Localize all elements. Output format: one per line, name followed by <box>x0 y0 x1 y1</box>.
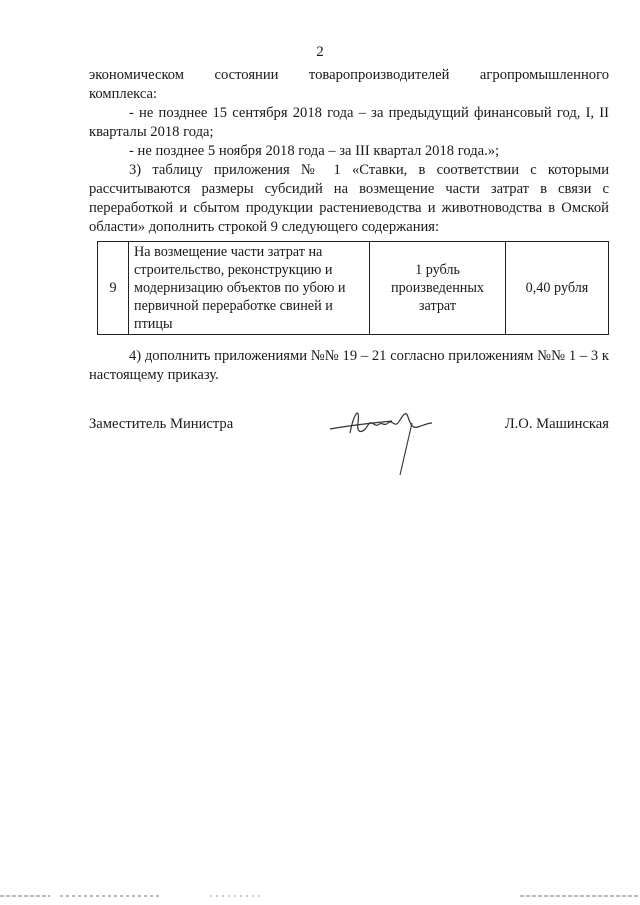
description-cell: На возмещение части затрат на строительство, реконструкцию и модернизацию объектов по убою и первичной переработке свиней и птицы <box>129 242 370 335</box>
unit-cell: 1 рубль произведенных затрат <box>370 242 506 335</box>
amendment-paragraph-3: 3) таблицу приложения № 1 «Ставки, в соответствии с которыми рассчитываются размеры субсидий на возмещение части затрат в связи с переработкой и сбытом продукции растениеводства и животноводства в Омской области» дополнить строкой 9 следующего содержания: <box>89 162 609 235</box>
document-body-continued <box>89 347 609 385</box>
deadline-item-1: - не позднее 15 сентября 2018 года – за предыдущий финансовый год, I, II кварталы 2018 года; <box>89 105 609 140</box>
scan-footer-marks <box>0 892 640 900</box>
row-number-cell: 9 <box>98 242 129 335</box>
amendment-paragraph-4: 4) дополнить приложениями №№ 19 – 21 согласно приложениям №№ 1 – 3 к настоящему приказу. <box>89 348 609 383</box>
table-row <box>98 242 609 335</box>
paragraph-line: комплекса: <box>89 86 158 102</box>
signatory-name: Л.О. Машинская <box>504 416 609 432</box>
rate-cell: 0,40 рубля <box>506 242 609 335</box>
deadline-item-2: - не позднее 5 ноября 2018 года – за III квартал 2018 года.»; <box>129 143 500 159</box>
signatory-title: Заместитель Министра <box>89 416 234 432</box>
paragraph-line: экономическом состоянии товаропроизводителей агропромышленного <box>89 67 609 83</box>
rates-table <box>97 241 609 335</box>
document-body <box>89 66 609 237</box>
page-number: 2 <box>316 44 324 60</box>
handwritten-signature <box>322 393 442 478</box>
